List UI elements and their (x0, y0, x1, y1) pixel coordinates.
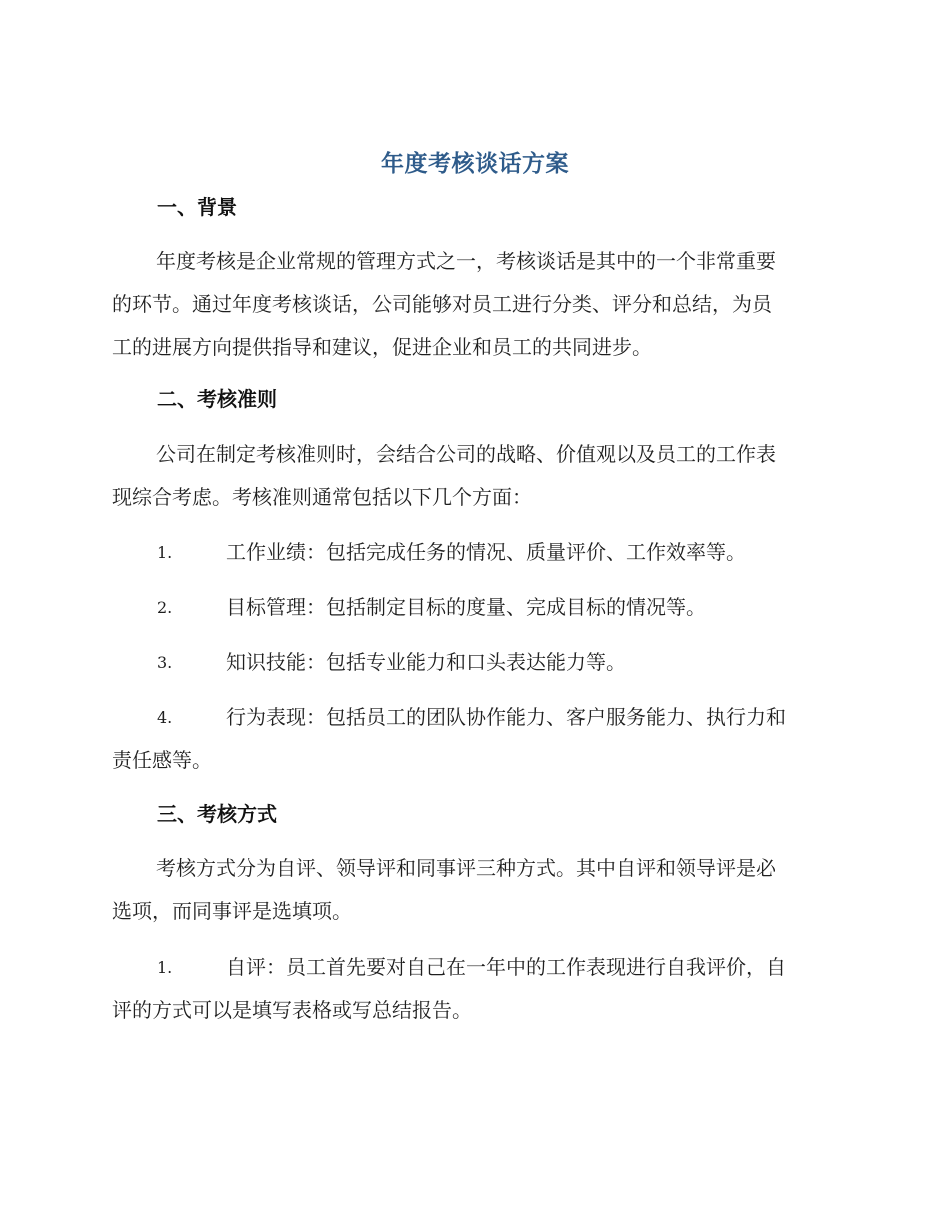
section-heading-method: 三、考核方式 (157, 802, 277, 826)
list-item-number: 3. (157, 653, 173, 672)
list-item (112, 946, 834, 989)
paragraph-line: 公司在制定考核准则时，会结合公司的战略、价值观以及员工的工作表 (156, 442, 776, 466)
list-item (112, 586, 834, 629)
list-item (112, 641, 834, 684)
paragraph-line: 考核方式分为自评、领导评和同事评三种方式。其中自评和领导评是必 (156, 856, 776, 880)
list-item-number: 1. (157, 543, 173, 562)
list-item (112, 531, 834, 574)
paragraph-method (112, 847, 834, 933)
list-item-number: 4. (157, 708, 173, 727)
paragraph-criteria (112, 433, 834, 519)
paragraph-background (112, 240, 834, 369)
list-item-number: 1. (157, 958, 173, 977)
list-item-text: 行为表现：包括员工的团队协作能力、客户服务能力、执行力和 (226, 705, 786, 729)
paragraph-line: 的环节。通过年度考核谈话，公司能够对员工进行分类、评分和总结，为员 (112, 292, 772, 316)
list-item-continuation: 评的方式可以是填写表格或写总结报告。 (112, 998, 472, 1022)
list-item (112, 696, 834, 739)
paragraph-line: 工的进展方向提供指导和建议，促进企业和员工的共同进步。 (112, 335, 652, 359)
list-item-text: 工作业绩：包括完成任务的情况、质量评价、工作效率等。 (226, 540, 746, 564)
paragraph-line: 现综合考虑。考核准则通常包括以下几个方面： (112, 485, 532, 509)
list-item-text: 知识技能：包括专业能力和口头表达能力等。 (226, 650, 626, 674)
section-heading-background: 一、背景 (157, 195, 237, 219)
paragraph-line: 选项，而同事评是选填项。 (112, 899, 352, 923)
paragraph-line: 年度考核是企业常规的管理方式之一，考核谈话是其中的一个非常重要 (156, 249, 776, 273)
list-item-continuation: 责任感等。 (112, 748, 212, 772)
list-item-text: 自评：员工首先要对自己在一年中的工作表现进行自我评价，自 (226, 955, 786, 979)
list-item-text: 目标管理：包括制定目标的度量、完成目标的情况等。 (226, 595, 706, 619)
section-heading-criteria: 二、考核准则 (157, 387, 277, 411)
document-title: 年度考核谈话方案 (381, 151, 569, 177)
list-item-number: 2. (157, 598, 173, 617)
